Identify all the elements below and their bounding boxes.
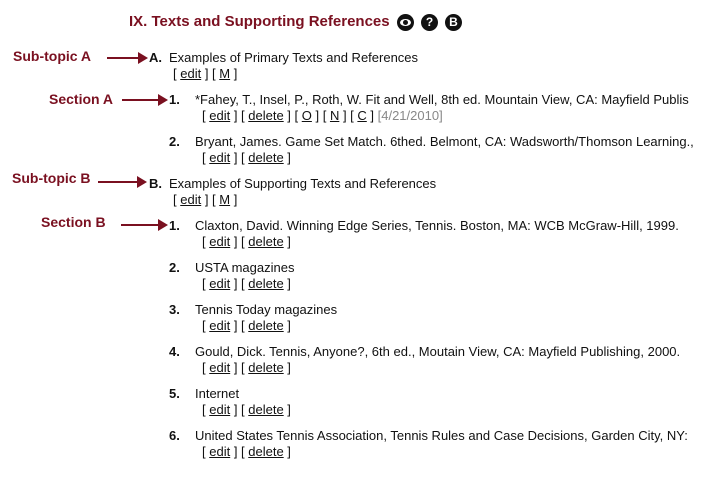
- section-number: 4.: [169, 344, 180, 359]
- section-links: [ edit ] [ delete ]: [202, 318, 291, 333]
- subtopic-letter: B.: [149, 176, 162, 191]
- section-number: 2.: [169, 134, 180, 149]
- eye-icon[interactable]: [397, 14, 414, 31]
- annotation-arrow: [107, 57, 139, 59]
- section-text: USTA magazines: [195, 260, 295, 275]
- edit-link[interactable]: edit: [209, 360, 231, 375]
- annotation-arrow: [122, 99, 159, 101]
- delete-link[interactable]: delete: [248, 402, 284, 417]
- page-title: IX. Texts and Supporting References: [129, 13, 390, 30]
- section-number: 1.: [169, 92, 180, 107]
- edit-link[interactable]: edit: [209, 402, 231, 417]
- edit-link[interactable]: edit: [209, 234, 231, 249]
- delete-link[interactable]: delete: [248, 150, 284, 165]
- delete-link[interactable]: delete: [248, 234, 284, 249]
- section-links: [ edit ] [ delete ]: [202, 150, 291, 165]
- o-link[interactable]: O: [301, 108, 312, 123]
- section-links: [ edit ] [ delete ]: [202, 444, 291, 459]
- section-links: [ edit ] [ delete ]: [202, 234, 291, 249]
- section-number: 1.: [169, 218, 180, 233]
- section-text: Tennis Today magazines: [195, 302, 338, 317]
- section-text: Gould, Dick. Tennis, Anyone?, 6th ed., Moutain View, CA: Mayfield Publishing, 2000.: [195, 344, 681, 359]
- section-number: 5.: [169, 386, 180, 401]
- section-links: [ edit ] [ delete ] [ O ] [ N ] [ C ] [4/21/2010]: [202, 108, 443, 123]
- delete-link[interactable]: delete: [248, 444, 284, 459]
- section-links: [ edit ] [ delete ]: [202, 360, 291, 375]
- subtopic-title: Examples of Primary Texts and References: [169, 50, 419, 65]
- section-text: Internet: [195, 386, 240, 401]
- edit-link[interactable]: edit: [180, 192, 202, 207]
- section-text: Bryant, James. Game Set Match. 6thed. Belmont, CA: Wadsworth/Thomson Learning.,: [195, 134, 694, 149]
- subtopic-letter: A.: [149, 50, 162, 65]
- edit-link[interactable]: edit: [209, 444, 231, 459]
- section-number: 2.: [169, 260, 180, 275]
- section-links: [ edit ] [ delete ]: [202, 276, 291, 291]
- annotation-section-a: Section A: [49, 91, 114, 107]
- m-link[interactable]: M: [219, 66, 231, 81]
- section-text: United States Tennis Association, Tennis Rules and Case Decisions, Garden City, NY:: [195, 428, 688, 443]
- date-stamp: [4/21/2010]: [377, 108, 443, 123]
- edit-link[interactable]: edit: [209, 276, 231, 291]
- delete-link[interactable]: delete: [248, 108, 284, 123]
- section-text: Claxton, David. Winning Edge Series, Tennis. Boston, MA: WCB McGraw-Hill, 1999.: [195, 218, 679, 233]
- subtopic-title: Examples of Supporting Texts and References: [169, 176, 437, 191]
- section-text: *Fahey, T., Insel, P., Roth, W. Fit and Well, 8th ed. Mountain View, CA: Mayfield Publis: [195, 92, 689, 107]
- edit-link[interactable]: edit: [209, 150, 231, 165]
- section-links: [ edit ] [ delete ]: [202, 402, 291, 417]
- section-number: 6.: [169, 428, 180, 443]
- c-link[interactable]: C: [357, 108, 367, 123]
- annotation-arrow: [98, 181, 138, 183]
- annotation-section-b: Section B: [41, 214, 106, 230]
- annotation-subtopic-b: Sub-topic B: [12, 170, 91, 186]
- annotation-subtopic-a: Sub-topic A: [13, 48, 92, 64]
- section-number: 3.: [169, 302, 180, 317]
- delete-link[interactable]: delete: [248, 318, 284, 333]
- help-icon[interactable]: ?: [421, 14, 438, 31]
- n-link[interactable]: N: [329, 108, 340, 123]
- subtopic-links: [ edit ] [ M ]: [173, 192, 238, 207]
- b-icon[interactable]: B: [445, 14, 462, 31]
- delete-link[interactable]: delete: [248, 360, 284, 375]
- edit-link[interactable]: edit: [180, 66, 202, 81]
- subtopic-links: [ edit ] [ M ]: [173, 66, 238, 81]
- annotation-arrow: [121, 224, 159, 226]
- edit-link[interactable]: edit: [209, 318, 231, 333]
- edit-link[interactable]: edit: [209, 108, 231, 123]
- delete-link[interactable]: delete: [248, 276, 284, 291]
- m-link[interactable]: M: [219, 192, 231, 207]
